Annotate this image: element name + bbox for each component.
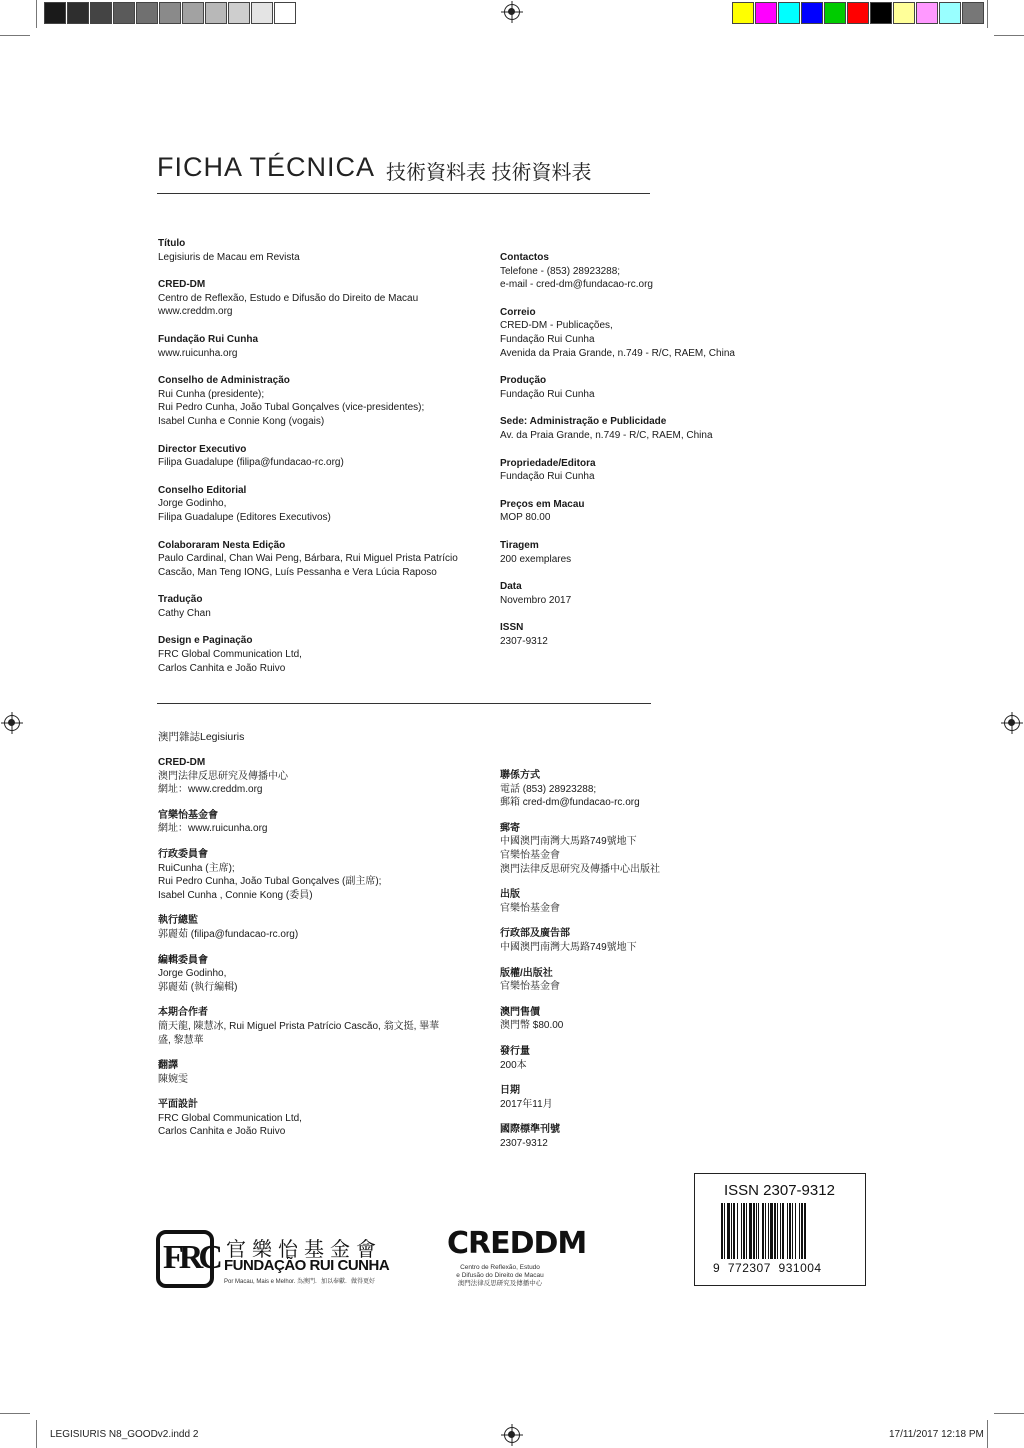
info-section [158, 278, 478, 319]
section-value: Centro de Reflexão, Estudo e Difusão do Direito de Macau [158, 292, 419, 304]
section-value: MOP 80.00 [500, 512, 551, 524]
section-value: e-mail - cred-dm@fundacao-rc.org [500, 279, 653, 291]
info-section [500, 580, 760, 607]
info-section [158, 848, 468, 902]
section-label: Design e Paginação [158, 635, 253, 647]
title-underline [157, 193, 650, 194]
section-label: ISSN [500, 622, 524, 634]
section-value: Telefone - (853) 28923288; [500, 265, 621, 277]
section-value: Rui Pedro Cunha, João Tubal Gonçalves (vice-presidentes); [158, 402, 425, 414]
section-label: 聯係方式 [500, 770, 540, 781]
section-label: Colaboraram Nesta Edição [158, 539, 286, 551]
color-swatch [755, 2, 777, 24]
section-label: Fundação Rui Cunha [158, 333, 258, 345]
info-section [158, 333, 478, 360]
section-label: 執行總監 [158, 915, 198, 927]
section-value: 中國澳門南灣大馬路749號地下 [500, 941, 637, 953]
section-value: Avenida da Praia Grande, n.749 - R/C, RAEM, China [500, 347, 735, 359]
section-value: Fundação Rui Cunha [500, 333, 595, 345]
section-value: 電話 (853) 28923288; [500, 783, 597, 795]
info-section [500, 621, 760, 648]
registration-mark-right-icon [1004, 715, 1020, 731]
info-section [500, 306, 760, 360]
info-section [158, 593, 478, 620]
section-value: FRC Global Communication Ltd, [158, 1112, 302, 1124]
section-value: Fundação Rui Cunha [500, 471, 595, 483]
info-section [500, 1006, 760, 1033]
section-label: Produção [500, 375, 547, 387]
info-section [500, 927, 760, 954]
section-label: CRED-DM [158, 757, 206, 768]
crop-mark [987, 1420, 988, 1448]
crop-mark [994, 1413, 1024, 1414]
info-section [500, 769, 760, 810]
info-section [158, 756, 468, 797]
section-value: Legisiuris de Macau em Revista [158, 251, 300, 263]
section-label: 日期 [500, 1085, 520, 1097]
footer-datetime: 17/11/2017 12:18 PM [889, 1429, 984, 1440]
color-swatch [274, 2, 296, 24]
frc-name: FUNDAÇÃO RUI CUNHA [224, 1257, 390, 1274]
info-section [500, 498, 760, 525]
section-value: 官樂怡基金會 [500, 902, 560, 914]
section-value: Rui Cunha (presidente); [158, 388, 265, 400]
section-value: Fundação Rui Cunha [500, 388, 595, 400]
section-label: Conselho Editorial [158, 484, 247, 496]
section-value: 郭麗茹 (filipa@fundacao-rc.org) [158, 928, 299, 940]
section-value: Carlos Canhita e João Ruivo [158, 1126, 286, 1138]
frc-tagline: Por Macau, Mais e Melhor. 為澳門．加以奉獻．做得更好 [224, 1279, 376, 1285]
info-section [500, 822, 760, 876]
info-section [500, 1123, 760, 1150]
section-value: 郭麗茹 (執行編輯) [158, 981, 238, 993]
section-value: 中國澳門南灣大馬路749號地下 [500, 836, 637, 848]
section-value: Jorge Godinho, [158, 498, 227, 510]
pt-left-column [158, 237, 478, 689]
info-section [158, 443, 478, 470]
section-value: Filipa Guadalupe (Editores Executivos) [158, 511, 331, 523]
color-swatch [113, 2, 135, 24]
section-label: Propriedade/Editora [500, 457, 596, 469]
section-label: 發行量 [500, 1045, 530, 1057]
barcode-bars-icon [721, 1203, 843, 1259]
section-label: 行政部及廣告部 [500, 928, 570, 940]
info-section [500, 457, 760, 484]
grayscale-color-bar [44, 2, 297, 24]
info-section [158, 237, 478, 264]
section-value: Isabel Cunha , Connie Kong (委員) [158, 889, 313, 901]
crop-mark [0, 1413, 30, 1414]
section-value: FRC Global Communication Ltd, [158, 649, 302, 661]
section-label: Contactos [500, 252, 549, 263]
section-label: Correio [500, 306, 536, 318]
page-title: FICHA TÉCNICA [157, 152, 376, 182]
section-label: 編輯委員會 [158, 954, 208, 966]
cmyk-color-bar [732, 2, 985, 24]
pt-right-column [500, 251, 760, 662]
section-value: Carlos Canhita e João Ruivo [158, 662, 286, 674]
color-swatch [159, 2, 181, 24]
cn-right-column [500, 769, 760, 1162]
section-label: 官樂怡基金會 [158, 809, 218, 821]
section-value: 官樂怡基金會 [500, 849, 560, 861]
color-swatch [44, 2, 66, 24]
section-value: 200本 [500, 1059, 527, 1071]
section-value: www.ruicunha.org [158, 347, 238, 359]
section-value: 澳門法律反思研究及傳播中心 [158, 770, 288, 782]
color-swatch [732, 2, 754, 24]
section-label: 行政委員會 [158, 848, 208, 860]
info-section [158, 1059, 468, 1086]
section-value: www.creddm.org [158, 306, 233, 318]
info-section [158, 484, 478, 525]
color-swatch [228, 2, 250, 24]
section-value: Filipa Guadalupe (filipa@fundacao-rc.org) [158, 457, 344, 469]
info-section [500, 888, 760, 915]
section-value: 200 exemplares [500, 553, 572, 565]
section-value: 2307-9312 [500, 1137, 548, 1149]
color-swatch [801, 2, 823, 24]
info-section [500, 967, 760, 994]
info-section [158, 539, 478, 580]
info-section [158, 634, 478, 675]
frc-logo-icon: FRC [156, 1230, 214, 1288]
section-label: Sede: Administração e Publicidade [500, 416, 667, 428]
section-divider [157, 703, 651, 704]
info-section [500, 415, 760, 442]
footer-filename: LEGISIURIS N8_GOODv2.indd 2 [50, 1429, 199, 1440]
section-label: Director Executivo [158, 443, 247, 455]
color-swatch [893, 2, 915, 24]
creddm-logo: CREDDM [447, 1226, 587, 1261]
info-section [500, 1084, 760, 1111]
frc-chinese-name: 官樂怡基金會 [226, 1239, 382, 1261]
cn-left-column [158, 756, 468, 1151]
crop-mark [36, 1420, 37, 1448]
section-value: 2017年11月 [500, 1098, 553, 1110]
registration-mark-top-icon [504, 4, 520, 20]
registration-mark-left-icon [4, 715, 20, 731]
section-value: Rui Pedro Cunha, João Tubal Gonçalves (副主席); [158, 876, 382, 888]
info-section [500, 1045, 760, 1072]
section-label: Tiragem [500, 539, 539, 551]
color-swatch [962, 2, 984, 24]
section-value: 簡天龍, 陳慧冰, Rui Miguel Prista Patrício Cascão, 翁文挺, 畢華 [158, 1020, 440, 1032]
color-swatch [182, 2, 204, 24]
section-label: 國際標準刊號 [500, 1124, 560, 1136]
info-section [158, 1098, 468, 1139]
color-swatch [90, 2, 112, 24]
color-swatch [870, 2, 892, 24]
section-value: RuiCunha (主席); [158, 862, 235, 874]
section-value: 網址：www.creddm.org [158, 784, 263, 796]
section-label: Data [500, 581, 522, 593]
info-section [158, 914, 468, 941]
color-swatch [251, 2, 273, 24]
section-value: Cascão, Man Teng IONG, Luís Pessanha e Vera Lúcia Raposo [158, 566, 437, 578]
section-value: CRED-DM - Publicações, [500, 320, 613, 332]
color-swatch [847, 2, 869, 24]
color-swatch [778, 2, 800, 24]
info-section [500, 539, 760, 566]
info-section [500, 251, 760, 292]
issn-barcode [694, 1173, 866, 1286]
color-swatch [136, 2, 158, 24]
color-swatch [824, 2, 846, 24]
creddm-subtitle: Centro de Reflexão, Estudo e Difusão do Direito de Macau 澳門法律反思研究及傳播中心 [456, 1264, 544, 1287]
section-value: 官樂怡基金會 [500, 981, 560, 993]
section-value: 郵箱 cred-dm@fundacao-rc.org [500, 797, 640, 809]
info-section [158, 954, 468, 995]
color-swatch [205, 2, 227, 24]
section-label: Preços em Macau [500, 498, 585, 510]
section-value: Isabel Cunha e Connie Kong (vogais) [158, 415, 325, 427]
section-value: Paulo Cardinal, Chan Wai Peng, Bárbara, Rui Miguel Prista Patrício [158, 553, 458, 565]
section-value: Cathy Chan [158, 607, 211, 619]
section-label: 本期合作者 [158, 1007, 208, 1019]
section-label: 郵寄 [500, 822, 520, 834]
section-label: 出版 [500, 889, 520, 901]
registration-mark-bottom-icon [504, 1427, 520, 1443]
section-value: 網址：www.ruicunha.org [158, 823, 268, 835]
color-swatch [916, 2, 938, 24]
section-value: Novembro 2017 [500, 594, 572, 606]
section-label: CRED-DM [158, 279, 206, 291]
section-label: 版權/出版社 [500, 967, 553, 979]
color-swatch [67, 2, 89, 24]
section-value: Jorge Godinho, [158, 968, 227, 980]
section-label: 澳門售價 [500, 1006, 540, 1018]
crop-mark [994, 35, 1024, 36]
section-value: 盛, 黎慧華 [158, 1034, 204, 1046]
section-label: 平面設計 [158, 1099, 198, 1111]
section-label: Conselho de Administração [158, 375, 290, 387]
info-section [158, 374, 478, 428]
page-title-cjk: 技術資料表 技術資料表 [386, 162, 592, 184]
info-section [158, 809, 468, 836]
section-value: 澳門幣 $80.00 [500, 1020, 564, 1032]
section-value: Av. da Praia Grande, n.749 - R/C, RAEM, China [500, 429, 713, 441]
barcode-issn-label: ISSN 2307-9312 [724, 1182, 835, 1199]
section-label: Tradução [158, 594, 203, 606]
info-section [158, 1006, 468, 1047]
color-swatch [939, 2, 961, 24]
crop-mark [36, 0, 37, 28]
section-value: 陳婉雯 [158, 1073, 188, 1085]
crop-mark [0, 35, 30, 36]
crop-mark [987, 0, 988, 28]
section-label: 翻譯 [158, 1060, 178, 1072]
section-value: 2307-9312 [500, 635, 548, 647]
section-value: 澳門法律反思研究及傳播中心出版社 [500, 863, 660, 875]
cn-heading: 澳門雜誌Legisiuris [158, 731, 245, 743]
barcode-digits: 9 772307 931004 [713, 1261, 822, 1275]
section-label: Título [158, 238, 186, 249]
info-section [500, 374, 760, 401]
